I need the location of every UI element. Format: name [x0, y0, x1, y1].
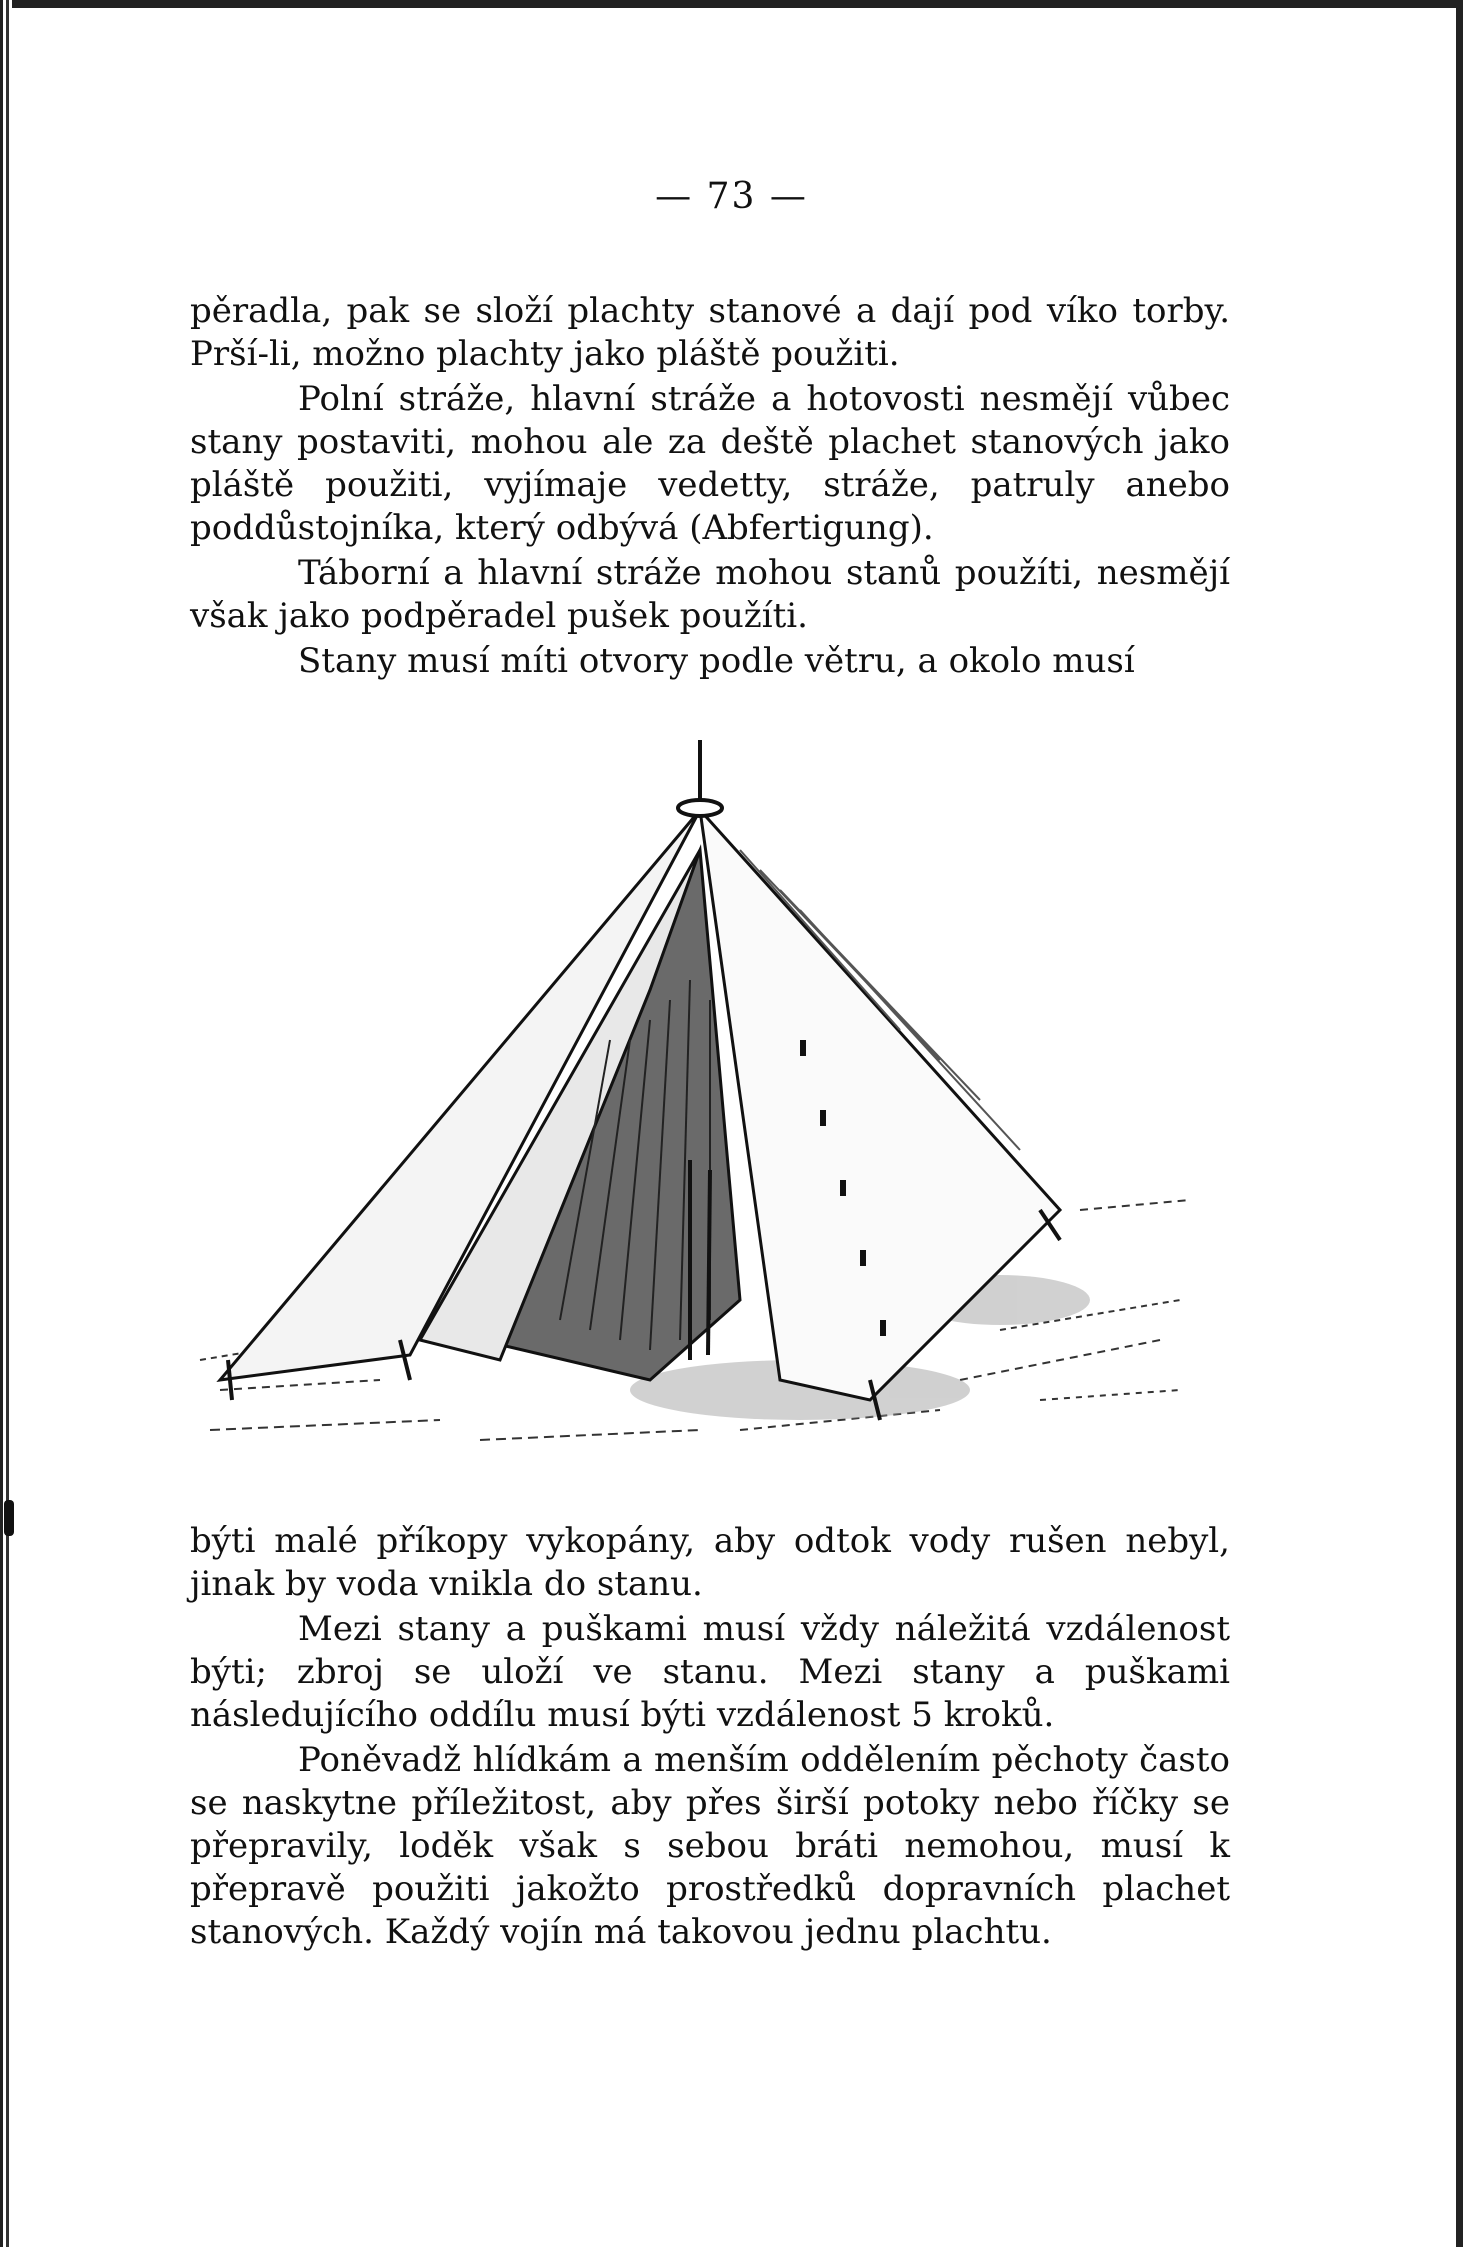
paragraph: býti malé příkopy vykopány, aby odtok vody rušen nebyl, jinak by voda vnikla do stanu. [190, 1521, 1230, 1604]
binding-mark [4, 1500, 14, 1536]
paragraph: Stany musí míti otvory podle větru, a okolo musí [298, 641, 1135, 681]
paragraph: Polní stráže, hlavní stráže a hotovosti nesmějí vůbec stany postaviti, mohou ale za deště plachet stanových jako pláště použiti, vyjímaje vedetty, stráže, patruly anebo poddůstojníka, který odbývá (Abfertigung). [190, 379, 1230, 548]
text-block-top [190, 290, 1230, 683]
scan-top-edge [0, 0, 1463, 8]
tent-body [220, 810, 1060, 1400]
book-spine-edge [0, 0, 12, 2247]
text-block-bottom [190, 1520, 1230, 1954]
paragraph: Mezi stany a puškami musí vždy náležitá vzdálenost býti; zbroj se uloží ve stanu. Mezi stany a puškami následujícího oddílu musí býti vzdálenost 5 kroků. [190, 1609, 1230, 1735]
paragraph: pěradla, pak se složí plachty stanové a dají pod víko torby. Prší-li, možno plachty jako pláště použiti. [190, 291, 1230, 374]
paragraph: Táborní a hlavní stráže mohou stanů použíti, nesmějí však jako podpěradel pušek použíti. [190, 553, 1230, 636]
tent-drawing-icon [180, 740, 1220, 1460]
page-number: — 73 — [655, 176, 808, 217]
scan-right-edge [1456, 0, 1463, 2247]
paragraph: Poněvadž hlídkám a menším oddělením pěchoty často se naskytne příležitost, aby přes širší potoky nebo říčky se přepravily, loděk však s sebou bráti nemohou, musí k přepravě použiti jakožto prostředků dopravních plachet stanových. Každý vojín má takovou jednu plachtu. [190, 1740, 1230, 1952]
